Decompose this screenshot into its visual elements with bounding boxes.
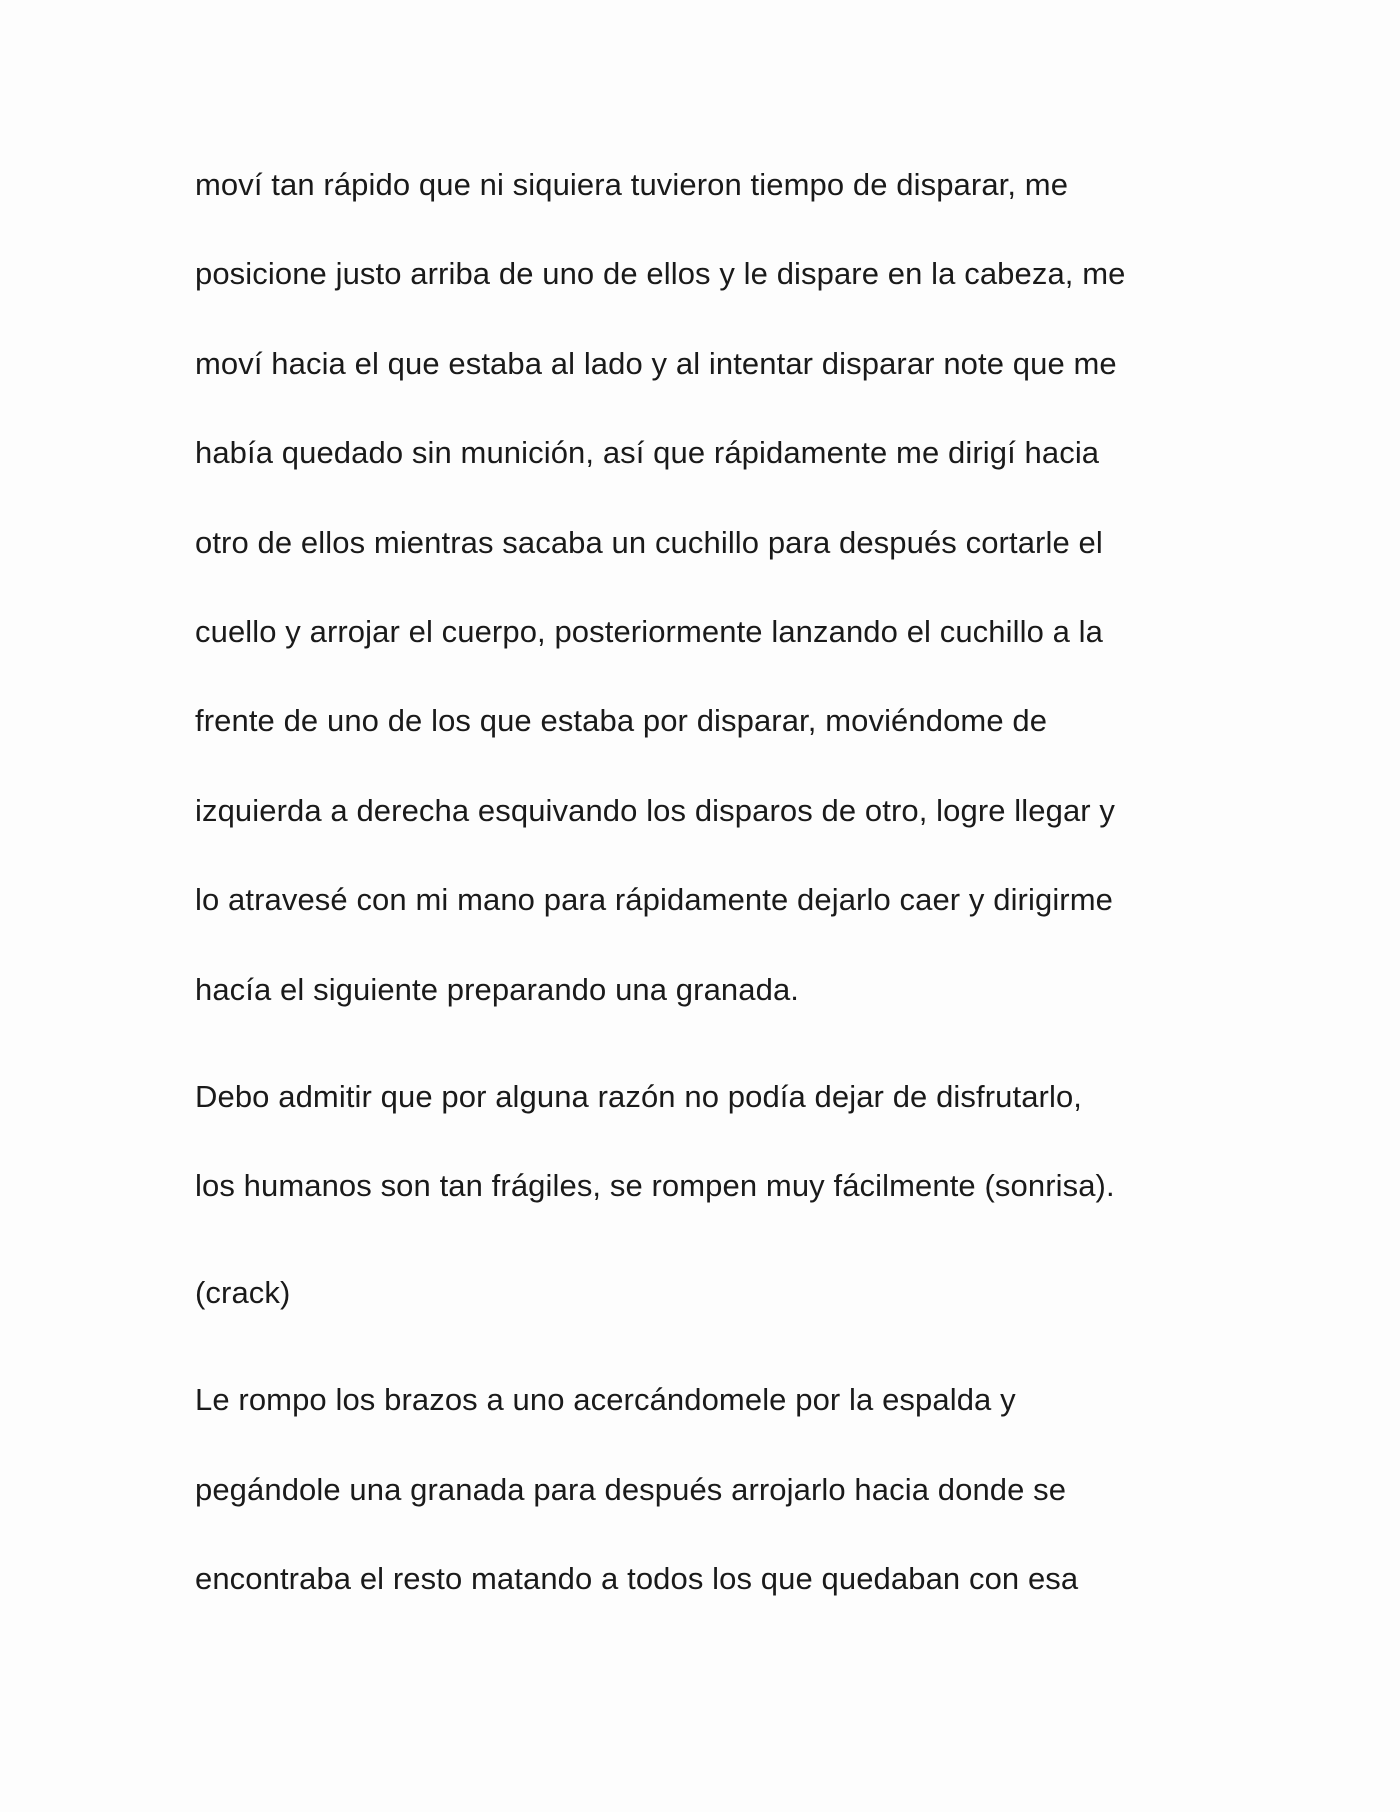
paragraph-1-line-3: moví hacia el que estaba al lado y al intentar disparar note que me	[195, 346, 1117, 381]
paragraph-1-line-10: hacía el siguiente preparando una granada.	[195, 972, 799, 1007]
paragraph-4-line-3: encontraba el resto matando a todos los que quedaban con esa	[195, 1561, 1079, 1596]
paragraph-1-line-7: frente de uno de los que estaba por disparar, moviéndome de	[195, 703, 1048, 738]
paragraph-1-line-9: lo atravesé con mi mano para rápidamente dejarlo caer y dirigirme	[195, 882, 1113, 917]
paragraph-1-line-6: cuello y arrojar el cuerpo, posteriormente lanzando el cuchillo a la	[195, 614, 1104, 649]
paragraph-1-line-5: otro de ellos mientras sacaba un cuchillo para después cortarle el	[195, 525, 1103, 560]
paragraph-1-line-2: posicione justo arriba de uno de ellos y le dispare en la cabeza, me	[195, 256, 1126, 291]
paragraph-3-line-1: (crack)	[195, 1275, 291, 1310]
paragraph-1-line-4: había quedado sin munición, así que rápidamente me dirigí hacia	[195, 435, 1100, 470]
paragraph-4-line-2: pegándole una granada para después arrojarlo hacia donde se	[195, 1472, 1067, 1507]
paragraph-2-line-1: Debo admitir que por alguna razón no podía dejar de disfrutarlo,	[195, 1079, 1083, 1114]
paragraph-4-line-1: Le rompo los brazos a uno acercándomele por la espalda y	[195, 1382, 1016, 1417]
paragraph-2-line-2: los humanos son tan frágiles, se rompen muy fácilmente (sonrisa).	[195, 1168, 1115, 1203]
paragraph-1-line-1: moví tan rápido que ni siquiera tuvieron tiempo de disparar, me	[195, 167, 1069, 202]
paragraph-1-line-8: izquierda a derecha esquivando los disparos de otro, logre llegar y	[195, 793, 1116, 828]
